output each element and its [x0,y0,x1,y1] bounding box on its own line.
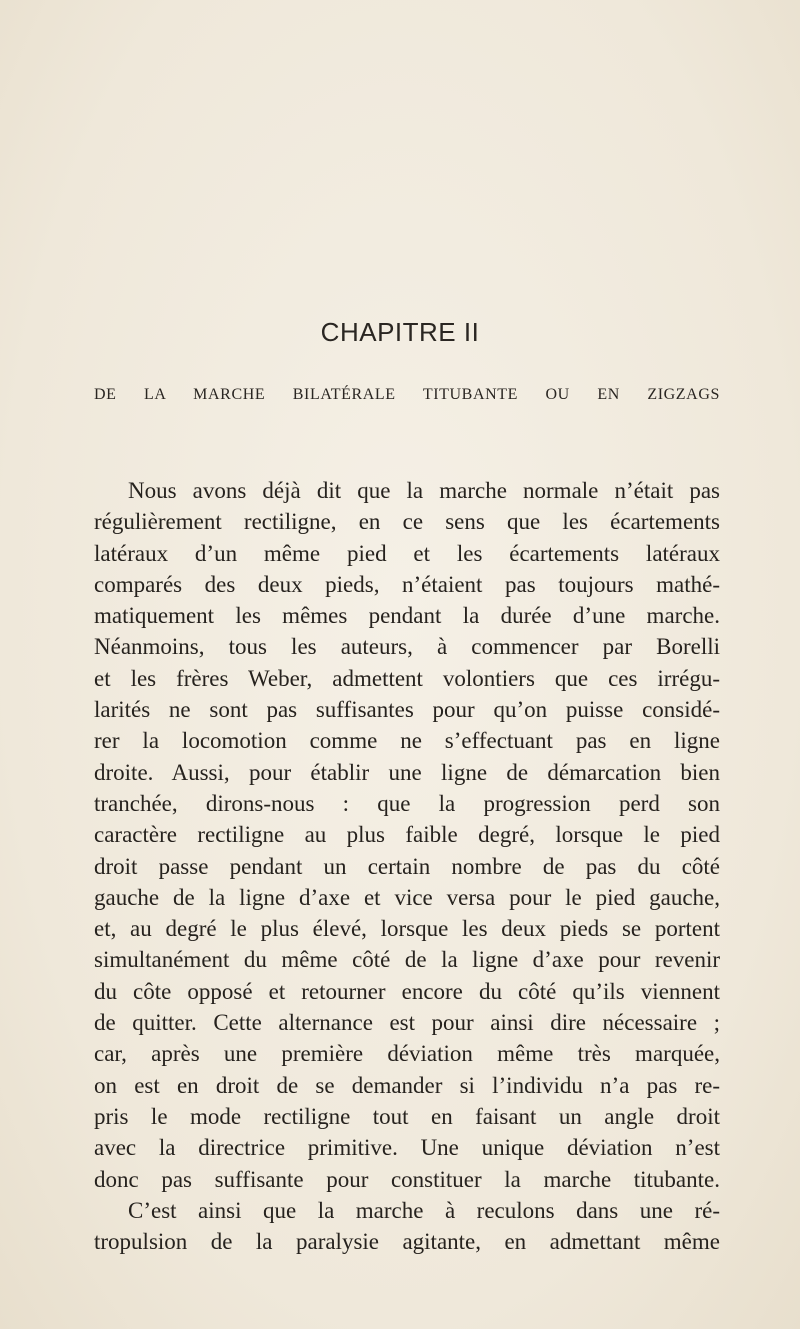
text-line: droit passe pendant un certain nombre de pas du côté [94,853,720,879]
text-line: avec la directrice primitive. Une unique déviation n’est [94,1135,720,1161]
text-line: Néanmoins, tous les auteurs, à commencer par Borelli [94,634,720,660]
text-line: caractère rectiligne au plus faible degré, lorsque le pied [94,822,720,848]
text-line: rer la locomotion comme ne s’effectuant pas en ligne [94,728,720,754]
text-line: tranchée, dirons-nous : que la progression perd son [94,790,720,816]
text-line: et les frères Weber, admettent volontiers que ces irrégu- [94,665,720,691]
section-title: DE LA MARCHE BILATÉRALE TITUBANTE OU EN ZIGZAGS [94,386,720,403]
text-line: tropulsion de la paralysie agitante, en admettant même [94,1229,720,1255]
text-line: régulièrement rectiligne, en ce sens que les écartements [94,509,720,535]
text-line: simultanément du même côté de la ligne d’axe pour revenir [94,947,720,973]
text-line: droite. Aussi, pour établir une ligne de démarcation bien [94,759,720,785]
text-line: gauche de la ligne d’axe et vice versa pour le pied gauche, [94,884,720,910]
chapter-title: CHAPITRE II [320,317,480,347]
text-line: matiquement les mêmes pendant la durée d’une marche. [94,603,720,629]
text-line: du côte opposé et retourner encore du côté qu’ils viennent [94,978,720,1004]
text-line: Nous avons déjà dit que la marche normale n’était pas [128,478,720,503]
text-line: on est en droit de se demander si l’individu n’a pas re- [94,1072,720,1098]
text-line: de quitter. Cette alternance est pour ainsi dire nécessaire ; [94,1010,720,1036]
text-line: C’est ainsi que la marche à reculons dans une ré- [128,1197,720,1223]
text-line: latéraux d’un même pied et les écartements latéraux [94,540,720,566]
text-line: car, après une première déviation même très marquée, [94,1041,720,1067]
text-line: comparés des deux pieds, n’étaient pas toujours mathé- [94,571,720,597]
text-line: et, au degré le plus élevé, lorsque les deux pieds se portent [94,916,720,942]
body-paragraph [94,475,720,1257]
text-line: larités ne sont pas suffisantes pour qu’on puisse considé- [94,697,720,723]
text-line: donc pas suffisante pour constituer la marche titubante. [94,1166,720,1192]
text-line: pris le mode rectiligne tout en faisant un angle droit [94,1103,720,1129]
